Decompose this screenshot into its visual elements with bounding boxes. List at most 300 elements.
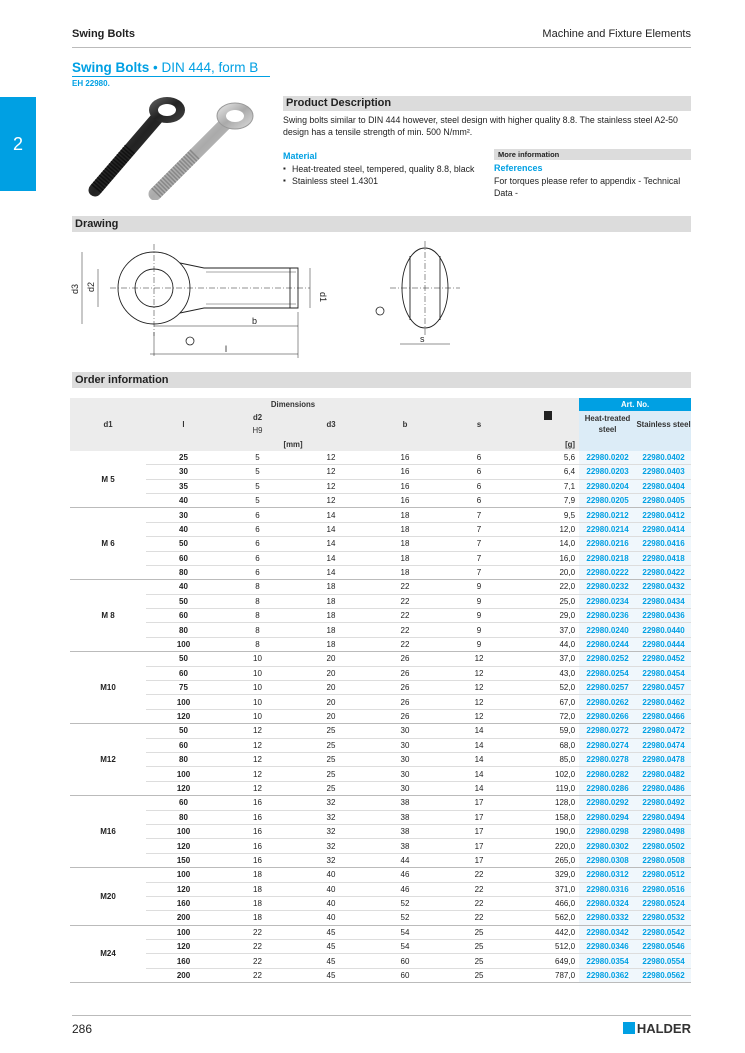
page-number: 286 bbox=[72, 1022, 93, 1036]
cell-art-stainless[interactable]: 22980.0402 bbox=[636, 451, 691, 465]
col-b: b bbox=[368, 411, 442, 437]
cell-art-stainless[interactable]: 22980.0414 bbox=[636, 522, 691, 536]
cell-b: 44 bbox=[368, 853, 442, 867]
cell-d2: 6 bbox=[221, 508, 294, 522]
label-l: l bbox=[225, 344, 227, 354]
cell-art-heat[interactable]: 22980.0308 bbox=[579, 853, 636, 867]
surface-symbol-icon bbox=[186, 337, 194, 345]
cell-art-heat[interactable]: 22980.0294 bbox=[579, 810, 636, 824]
cell-weight: 29,0 bbox=[516, 609, 579, 623]
cell-s: 22 bbox=[442, 868, 516, 882]
cell-d3: 12 bbox=[294, 493, 368, 507]
table-row bbox=[70, 896, 691, 910]
cell-weight: 68,0 bbox=[516, 738, 579, 752]
cell-art-stainless[interactable]: 22980.0436 bbox=[636, 609, 691, 623]
cell-s: 12 bbox=[442, 652, 516, 666]
cell-b: 18 bbox=[368, 537, 442, 551]
cell-art-stainless[interactable]: 22980.0498 bbox=[636, 824, 691, 838]
cell-b: 18 bbox=[368, 565, 442, 579]
cell-d2: 8 bbox=[221, 594, 294, 608]
cell-b: 60 bbox=[368, 954, 442, 968]
more-information-heading: More information bbox=[494, 149, 691, 160]
cell-l: 50 bbox=[146, 537, 221, 551]
cell-art-heat[interactable]: 22980.0298 bbox=[579, 824, 636, 838]
table-row bbox=[70, 968, 691, 982]
cell-d2: 10 bbox=[221, 709, 294, 723]
cell-s: 7 bbox=[442, 522, 516, 536]
cell-b: 22 bbox=[368, 580, 442, 594]
table-row bbox=[70, 537, 691, 551]
cell-art-stainless[interactable]: 22980.0440 bbox=[636, 623, 691, 637]
col-d2-tolerance: H9 bbox=[252, 426, 263, 436]
cell-art-heat[interactable]: 22980.0354 bbox=[579, 954, 636, 968]
cell-d3: 45 bbox=[294, 954, 368, 968]
cell-b: 30 bbox=[368, 767, 442, 781]
cell-d3: 40 bbox=[294, 882, 368, 896]
table-row bbox=[70, 666, 691, 680]
cell-l: 150 bbox=[146, 853, 221, 867]
cell-d3: 45 bbox=[294, 940, 368, 954]
cell-d2: 5 bbox=[221, 493, 294, 507]
cell-b: 60 bbox=[368, 968, 442, 982]
cell-s: 12 bbox=[442, 709, 516, 723]
cell-art-stainless[interactable]: 22980.0412 bbox=[636, 508, 691, 522]
cell-b: 38 bbox=[368, 796, 442, 810]
brand-mark-icon bbox=[623, 1022, 635, 1034]
cell-s: 17 bbox=[442, 853, 516, 867]
cell-d1: M 8 bbox=[70, 580, 146, 652]
table-row bbox=[70, 810, 691, 824]
table-row bbox=[70, 752, 691, 766]
cell-weight: 466,0 bbox=[516, 896, 579, 910]
cell-weight: 72,0 bbox=[516, 709, 579, 723]
cell-art-heat[interactable]: 22980.0332 bbox=[579, 911, 636, 925]
cell-art-stainless[interactable]: 22980.0512 bbox=[636, 868, 691, 882]
cell-weight: 119,0 bbox=[516, 781, 579, 795]
cell-d3: 32 bbox=[294, 839, 368, 853]
cell-d1: M 6 bbox=[70, 508, 146, 580]
cell-art-stainless[interactable]: 22980.0482 bbox=[636, 767, 691, 781]
table-row bbox=[70, 767, 691, 781]
cell-art-stainless[interactable]: 22980.0546 bbox=[636, 940, 691, 954]
cell-weight: 14,0 bbox=[516, 537, 579, 551]
table-row bbox=[70, 954, 691, 968]
cell-d3: 12 bbox=[294, 465, 368, 479]
unit-mm: [mm] bbox=[70, 437, 516, 450]
cell-s: 9 bbox=[442, 637, 516, 651]
cell-d1: M12 bbox=[70, 724, 146, 796]
cell-art-heat[interactable]: 22980.0252 bbox=[579, 652, 636, 666]
cell-weight: 67,0 bbox=[516, 695, 579, 709]
title-bold: Swing Bolts bbox=[72, 60, 150, 75]
cell-art-stainless[interactable]: 22980.0454 bbox=[636, 666, 691, 680]
cell-b: 38 bbox=[368, 824, 442, 838]
cell-d2: 12 bbox=[221, 752, 294, 766]
cell-s: 22 bbox=[442, 911, 516, 925]
cell-d1: M16 bbox=[70, 796, 146, 868]
cell-art-heat[interactable]: 22980.0216 bbox=[579, 537, 636, 551]
cell-d3: 32 bbox=[294, 796, 368, 810]
cell-d1: M10 bbox=[70, 652, 146, 724]
cell-d2: 12 bbox=[221, 781, 294, 795]
cell-weight: 442,0 bbox=[516, 925, 579, 939]
cell-b: 52 bbox=[368, 896, 442, 910]
product-description-text: Swing bolts similar to DIN 444 however, steel design with higher quality 8.8. The stainless steel A2-50 design has a tensile strength of min. 500 N/mm². bbox=[283, 115, 678, 137]
cell-s: 25 bbox=[442, 954, 516, 968]
drawing-heading: Drawing bbox=[72, 216, 691, 232]
cell-l: 160 bbox=[146, 954, 221, 968]
cell-s: 14 bbox=[442, 724, 516, 738]
cell-b: 16 bbox=[368, 451, 442, 465]
order-information-heading: Order information bbox=[72, 372, 691, 388]
cell-art-heat[interactable]: 22980.0232 bbox=[579, 580, 636, 594]
cell-art-heat[interactable]: 22980.0302 bbox=[579, 839, 636, 853]
cell-l: 120 bbox=[146, 709, 221, 723]
col-stainless: Stainless steel bbox=[636, 411, 691, 437]
cell-art-stainless[interactable]: 22980.0444 bbox=[636, 637, 691, 651]
cell-l: 30 bbox=[146, 508, 221, 522]
cell-art-stainless[interactable]: 22980.0432 bbox=[636, 580, 691, 594]
cell-d3: 25 bbox=[294, 724, 368, 738]
cell-l: 60 bbox=[146, 738, 221, 752]
cell-d3: 18 bbox=[294, 609, 368, 623]
cell-d3: 14 bbox=[294, 522, 368, 536]
cell-b: 18 bbox=[368, 522, 442, 536]
cell-art-heat[interactable]: 22980.0274 bbox=[579, 738, 636, 752]
cell-art-heat[interactable]: 22980.0240 bbox=[579, 623, 636, 637]
cell-art-stainless[interactable]: 22980.0492 bbox=[636, 796, 691, 810]
cell-art-stainless[interactable]: 22980.0524 bbox=[636, 896, 691, 910]
header-section: Swing Bolts bbox=[72, 28, 135, 40]
cell-art-heat[interactable]: 22980.0212 bbox=[579, 508, 636, 522]
references-text: For torques please refer to appendix - Technical Data - bbox=[494, 176, 681, 198]
cell-s: 9 bbox=[442, 594, 516, 608]
cell-art-heat[interactable]: 22980.0346 bbox=[579, 940, 636, 954]
cell-l: 60 bbox=[146, 796, 221, 810]
cell-b: 26 bbox=[368, 666, 442, 680]
cell-d3: 18 bbox=[294, 594, 368, 608]
cell-art-heat[interactable]: 22980.0272 bbox=[579, 724, 636, 738]
cell-art-stainless[interactable]: 22980.0418 bbox=[636, 551, 691, 565]
cell-art-heat[interactable]: 22980.0204 bbox=[579, 479, 636, 493]
cell-s: 7 bbox=[442, 551, 516, 565]
cell-d2: 8 bbox=[221, 623, 294, 637]
cell-s: 25 bbox=[442, 968, 516, 982]
cell-art-stainless[interactable]: 22980.0542 bbox=[636, 925, 691, 939]
label-d1: d1 bbox=[318, 292, 328, 303]
cell-d3: 14 bbox=[294, 508, 368, 522]
cell-d2: 22 bbox=[221, 954, 294, 968]
cell-d1: M 5 bbox=[70, 451, 146, 508]
page-title bbox=[72, 60, 258, 75]
cell-d3: 12 bbox=[294, 479, 368, 493]
cell-d3: 40 bbox=[294, 911, 368, 925]
cell-art-heat[interactable]: 22980.0222 bbox=[579, 565, 636, 579]
cell-weight: 190,0 bbox=[516, 824, 579, 838]
product-code: EH 22980. bbox=[72, 79, 110, 88]
cell-art-heat[interactable]: 22980.0236 bbox=[579, 609, 636, 623]
cell-weight: 52,0 bbox=[516, 681, 579, 695]
cell-d2: 18 bbox=[221, 882, 294, 896]
cell-s: 9 bbox=[442, 609, 516, 623]
cell-d2: 16 bbox=[221, 796, 294, 810]
cell-art-stainless[interactable]: 22980.0416 bbox=[636, 537, 691, 551]
cell-art-heat[interactable]: 22980.0218 bbox=[579, 551, 636, 565]
cell-b: 26 bbox=[368, 709, 442, 723]
cell-weight: 44,0 bbox=[516, 637, 579, 651]
cell-l: 120 bbox=[146, 882, 221, 896]
cell-art-heat[interactable]: 22980.0278 bbox=[579, 752, 636, 766]
cell-l: 80 bbox=[146, 565, 221, 579]
cell-art-stainless[interactable]: 22980.0486 bbox=[636, 781, 691, 795]
cell-art-heat[interactable]: 22980.0202 bbox=[579, 451, 636, 465]
cell-s: 7 bbox=[442, 565, 516, 579]
art-spacer bbox=[636, 437, 691, 450]
cell-b: 26 bbox=[368, 652, 442, 666]
title-underline bbox=[72, 76, 270, 77]
cell-art-stainless[interactable]: 22980.0508 bbox=[636, 853, 691, 867]
cell-d3: 40 bbox=[294, 868, 368, 882]
cell-weight: 20,0 bbox=[516, 565, 579, 579]
cell-s: 12 bbox=[442, 666, 516, 680]
cell-weight: 16,0 bbox=[516, 551, 579, 565]
cell-s: 7 bbox=[442, 537, 516, 551]
cell-b: 22 bbox=[368, 637, 442, 651]
cell-art-heat[interactable]: 22980.0244 bbox=[579, 637, 636, 651]
cell-d2: 6 bbox=[221, 537, 294, 551]
unit-g: [g] bbox=[516, 437, 579, 450]
col-s: s bbox=[442, 411, 516, 437]
header-category: Machine and Fixture Elements bbox=[542, 28, 691, 40]
cell-weight: 37,0 bbox=[516, 623, 579, 637]
cell-art-stainless[interactable]: 22980.0462 bbox=[636, 695, 691, 709]
table-row bbox=[70, 724, 691, 738]
cell-art-stainless[interactable]: 22980.0452 bbox=[636, 652, 691, 666]
cell-l: 80 bbox=[146, 810, 221, 824]
cell-l: 100 bbox=[146, 637, 221, 651]
material-item: ▪ Stainless steel 1.4301 bbox=[283, 175, 488, 187]
cell-art-stainless[interactable]: 22980.0502 bbox=[636, 839, 691, 853]
cell-art-heat[interactable]: 22980.0234 bbox=[579, 594, 636, 608]
cell-d3: 14 bbox=[294, 551, 368, 565]
cell-weight: 128,0 bbox=[516, 796, 579, 810]
cell-weight: 43,0 bbox=[516, 666, 579, 680]
title-standard: DIN 444, form B bbox=[161, 60, 259, 75]
cell-d2: 8 bbox=[221, 637, 294, 651]
table-row bbox=[70, 465, 691, 479]
cell-weight: 787,0 bbox=[516, 968, 579, 982]
cell-b: 30 bbox=[368, 738, 442, 752]
cell-art-heat[interactable]: 22980.0205 bbox=[579, 493, 636, 507]
cell-l: 100 bbox=[146, 767, 221, 781]
cell-d2: 5 bbox=[221, 451, 294, 465]
table-row bbox=[70, 609, 691, 623]
cell-s: 9 bbox=[442, 623, 516, 637]
cell-art-heat[interactable]: 22980.0214 bbox=[579, 522, 636, 536]
cell-d3: 14 bbox=[294, 565, 368, 579]
cell-art-stainless[interactable]: 22980.0403 bbox=[636, 465, 691, 479]
material-list bbox=[283, 163, 488, 187]
cell-weight: 562,0 bbox=[516, 911, 579, 925]
table-row bbox=[70, 493, 691, 507]
cell-d3: 25 bbox=[294, 738, 368, 752]
technical-drawing bbox=[70, 236, 470, 366]
table-row bbox=[70, 796, 691, 810]
cell-art-stainless[interactable]: 22980.0405 bbox=[636, 493, 691, 507]
cell-b: 22 bbox=[368, 609, 442, 623]
table-row bbox=[70, 522, 691, 536]
cell-b: 52 bbox=[368, 911, 442, 925]
cell-s: 14 bbox=[442, 752, 516, 766]
cell-d2: 16 bbox=[221, 824, 294, 838]
cell-s: 6 bbox=[442, 479, 516, 493]
cell-art-heat[interactable]: 22980.0324 bbox=[579, 896, 636, 910]
references-heading: References bbox=[494, 163, 543, 173]
cell-art-stainless[interactable]: 22980.0466 bbox=[636, 709, 691, 723]
table-row bbox=[70, 623, 691, 637]
cell-b: 46 bbox=[368, 868, 442, 882]
cell-b: 22 bbox=[368, 594, 442, 608]
cell-d1: M20 bbox=[70, 868, 146, 926]
cell-s: 14 bbox=[442, 781, 516, 795]
cell-l: 100 bbox=[146, 824, 221, 838]
cell-s: 25 bbox=[442, 940, 516, 954]
brand-logo bbox=[623, 1021, 691, 1036]
cell-weight: 158,0 bbox=[516, 810, 579, 824]
cell-l: 80 bbox=[146, 752, 221, 766]
cell-b: 30 bbox=[368, 724, 442, 738]
weight-icon bbox=[516, 398, 579, 437]
cell-weight: 12,0 bbox=[516, 522, 579, 536]
cell-d2: 22 bbox=[221, 940, 294, 954]
cell-d3: 20 bbox=[294, 666, 368, 680]
cell-d2: 8 bbox=[221, 580, 294, 594]
cell-l: 30 bbox=[146, 465, 221, 479]
cell-d2: 22 bbox=[221, 925, 294, 939]
cell-art-heat[interactable]: 22980.0286 bbox=[579, 781, 636, 795]
cell-art-heat[interactable]: 22980.0342 bbox=[579, 925, 636, 939]
cell-weight: 371,0 bbox=[516, 882, 579, 896]
cell-art-stainless[interactable]: 22980.0474 bbox=[636, 738, 691, 752]
cell-b: 30 bbox=[368, 781, 442, 795]
cell-art-stainless[interactable]: 22980.0494 bbox=[636, 810, 691, 824]
table-row bbox=[70, 551, 691, 565]
table-row bbox=[70, 781, 691, 795]
cell-art-stainless[interactable]: 22980.0434 bbox=[636, 594, 691, 608]
cell-weight: 649,0 bbox=[516, 954, 579, 968]
cell-l: 200 bbox=[146, 968, 221, 982]
dimensions-header: Dimensions bbox=[70, 398, 516, 411]
cell-d2: 16 bbox=[221, 853, 294, 867]
col-d2 bbox=[221, 411, 294, 437]
cell-art-heat[interactable]: 22980.0203 bbox=[579, 465, 636, 479]
cell-art-stainless[interactable]: 22980.0516 bbox=[636, 882, 691, 896]
brand-name: HALDER bbox=[636, 1021, 691, 1036]
cell-b: 38 bbox=[368, 810, 442, 824]
cell-l: 50 bbox=[146, 652, 221, 666]
cell-s: 17 bbox=[442, 810, 516, 824]
cell-l: 100 bbox=[146, 925, 221, 939]
cell-l: 120 bbox=[146, 839, 221, 853]
cell-d3: 25 bbox=[294, 752, 368, 766]
cell-art-stainless[interactable]: 22980.0472 bbox=[636, 724, 691, 738]
cell-art-heat[interactable]: 22980.0292 bbox=[579, 796, 636, 810]
label-d3: d3 bbox=[70, 283, 80, 294]
cell-b: 46 bbox=[368, 882, 442, 896]
table-row bbox=[70, 853, 691, 867]
table-row bbox=[70, 695, 691, 709]
cell-d2: 10 bbox=[221, 666, 294, 680]
chapter-tab[interactable]: 2 bbox=[0, 97, 36, 191]
table-row bbox=[70, 681, 691, 695]
table-row bbox=[70, 925, 691, 939]
cell-b: 18 bbox=[368, 551, 442, 565]
label-d2: d2 bbox=[86, 281, 96, 292]
cell-art-heat[interactable]: 22980.0316 bbox=[579, 882, 636, 896]
cell-l: 50 bbox=[146, 724, 221, 738]
cell-s: 14 bbox=[442, 738, 516, 752]
cell-l: 60 bbox=[146, 666, 221, 680]
cell-b: 54 bbox=[368, 940, 442, 954]
cell-art-heat[interactable]: 22980.0266 bbox=[579, 709, 636, 723]
cell-d3: 14 bbox=[294, 537, 368, 551]
cell-d2: 12 bbox=[221, 738, 294, 752]
cell-b: 26 bbox=[368, 681, 442, 695]
order-table bbox=[70, 398, 691, 983]
cell-weight: 265,0 bbox=[516, 853, 579, 867]
cell-art-stainless[interactable]: 22980.0554 bbox=[636, 954, 691, 968]
cell-l: 75 bbox=[146, 681, 221, 695]
cell-s: 14 bbox=[442, 767, 516, 781]
cell-b: 16 bbox=[368, 493, 442, 507]
cell-s: 9 bbox=[442, 580, 516, 594]
cell-art-heat[interactable]: 22980.0282 bbox=[579, 767, 636, 781]
cell-weight: 512,0 bbox=[516, 940, 579, 954]
cell-s: 17 bbox=[442, 824, 516, 838]
cell-s: 25 bbox=[442, 925, 516, 939]
table-row bbox=[70, 824, 691, 838]
table-row bbox=[70, 709, 691, 723]
cell-art-heat[interactable]: 22980.0312 bbox=[579, 868, 636, 882]
cell-art-stainless[interactable]: 22980.0478 bbox=[636, 752, 691, 766]
cell-d1: M24 bbox=[70, 925, 146, 983]
cell-art-stainless[interactable]: 22980.0532 bbox=[636, 911, 691, 925]
cell-weight: 7,1 bbox=[516, 479, 579, 493]
cell-s: 17 bbox=[442, 839, 516, 853]
cell-d3: 12 bbox=[294, 451, 368, 465]
cell-art-stainless[interactable]: 22980.0422 bbox=[636, 565, 691, 579]
cell-art-stainless[interactable]: 22980.0404 bbox=[636, 479, 691, 493]
cell-s: 12 bbox=[442, 695, 516, 709]
cell-l: 25 bbox=[146, 451, 221, 465]
cell-art-heat[interactable]: 22980.0254 bbox=[579, 666, 636, 680]
cell-l: 100 bbox=[146, 868, 221, 882]
cell-d2: 16 bbox=[221, 810, 294, 824]
cell-art-stainless[interactable]: 22980.0562 bbox=[636, 968, 691, 982]
cell-art-heat[interactable]: 22980.0257 bbox=[579, 681, 636, 695]
cell-weight: 9,5 bbox=[516, 508, 579, 522]
cell-art-heat[interactable]: 22980.0362 bbox=[579, 968, 636, 982]
cell-d3: 40 bbox=[294, 896, 368, 910]
table-row bbox=[70, 882, 691, 896]
cell-d2: 16 bbox=[221, 839, 294, 853]
cell-art-heat[interactable]: 22980.0262 bbox=[579, 695, 636, 709]
cell-l: 35 bbox=[146, 479, 221, 493]
cell-l: 100 bbox=[146, 695, 221, 709]
cell-d3: 25 bbox=[294, 781, 368, 795]
cell-art-stainless[interactable]: 22980.0457 bbox=[636, 681, 691, 695]
cell-s: 17 bbox=[442, 796, 516, 810]
